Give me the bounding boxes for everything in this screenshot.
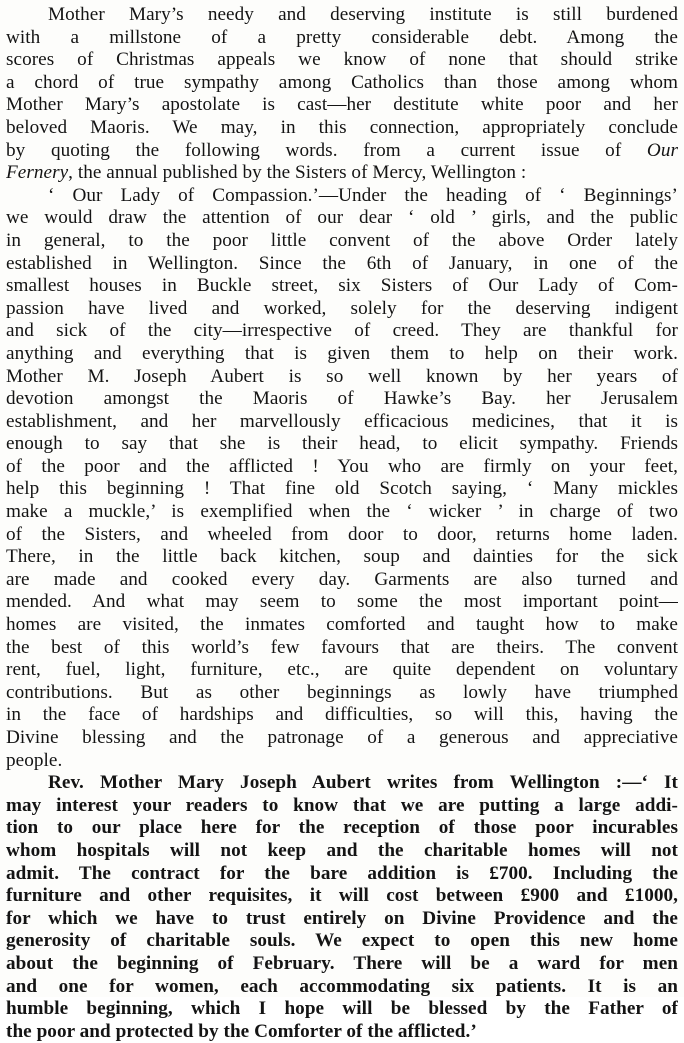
text-line: mended. And what may seem to some the most important point— — [6, 591, 678, 613]
text-line: of the Sisters, and wheeled from door to door, returns home laden. — [6, 523, 678, 545]
text-line: tion to our place here for the reception of those poor incurables — [6, 817, 678, 839]
text-line: established in Wellington. Since the 6th of January, in one of the — [6, 252, 678, 274]
text-line: generosity of charitable souls. We expect to open this new home — [6, 930, 678, 952]
paragraph-compassion — [6, 185, 678, 772]
text-line: and sick of the city—irrespective of creed. They are thankful for — [6, 320, 678, 342]
text-line: make a muckle,’ is exemplified when the ‘ wicker ’ in charge of two — [6, 501, 678, 523]
text-line: ‘ Our Lady of Compassion.’—Under the heading of ‘ Beginnings’ — [48, 184, 678, 206]
text-line: whom hospitals will not keep and the charitable homes will not — [6, 839, 678, 861]
text-line: people. — [6, 749, 63, 771]
text-line: a chord of true sympathy among Catholics than those among whom — [6, 71, 678, 93]
text-line: and one for women, each accommodating six patients. It is an — [6, 975, 678, 997]
text-line: passion have lived and worked, solely for the deserving indigent — [6, 297, 678, 319]
text-line: of the poor and the afflicted ! You who are firmly on your feet, — [6, 455, 678, 477]
text-line: There, in the little back kitchen, soup and dainties for the sick — [6, 546, 678, 568]
publication-title: Our — [646, 139, 678, 161]
publication-title: Fernery — [6, 162, 69, 184]
text-line: establishment, and her marvellously efficacious medicines, that it is — [6, 410, 678, 432]
text-line: Rev. Mother Mary Joseph Aubert writes from Wellington :—‘ It — [48, 772, 678, 794]
text-line: about the beginning of February. There will be a ward for men — [6, 952, 678, 974]
text-line: admit. The contract for the bare addition is £700. Including the — [6, 862, 678, 884]
text-line: rent, fuel, light, furniture, etc., are quite dependent on voluntary — [6, 659, 678, 681]
text-line: Mother Mary’s apostolate is cast—her destitute white poor and her — [6, 94, 678, 116]
text-line: help this beginning ! That fine old Scotch saying, ‘ Many mickles — [6, 478, 678, 500]
text-line: Mother Mary’s needy and deserving institute is still burdened — [48, 4, 678, 25]
text-line: homes are visited, the inmates comforted and taught how to make — [6, 614, 678, 636]
text-line: enough to say that she is their head, to elicit sympathy. Friends — [6, 433, 678, 455]
paragraph-intro — [6, 4, 678, 185]
text-line: furniture and other requisites, it will cost between £900 and £1000, — [6, 885, 678, 907]
text-line: Mother M. Joseph Aubert is so well known by her years of — [6, 365, 678, 387]
text-line: by quoting the following words. from a current issue of Our — [6, 139, 678, 161]
text-line: Fernery, the annual published by the Sisters of Mercy, Wellington : — [6, 162, 527, 184]
paragraph-letter — [6, 772, 678, 1043]
text-line: contributions. But as other beginnings as lowly have triumphed — [6, 681, 678, 703]
text-line: the poor and protected by the Comforter of the afflicted.’ — [6, 1020, 477, 1042]
text-line: the best of this world’s few favours that are theirs. The convent — [6, 636, 678, 658]
text-line: in the face of hardships and difficulties, so will this, having the — [6, 704, 678, 726]
text-line: Divine blessing and the patronage of a generous and appreciative — [6, 727, 678, 748]
text-line: beloved Maoris. We may, in this connection, appropriately conclude — [6, 116, 678, 138]
text-line: for which we have to trust entirely on Divine Providence and the — [6, 907, 678, 929]
text-line: devotion amongst the Maoris of Hawke’s Bay. her Jerusalem — [6, 388, 678, 410]
article-column — [6, 4, 678, 1043]
text-line: humble beginning, which I hope will be blessed by the Father of — [6, 998, 678, 1020]
text-line: anything and everything that is given them to help on their work. — [6, 342, 678, 364]
text-line: smallest houses in Buckle street, six Sisters of Our Lady of Com- — [6, 275, 678, 297]
text-line: scores of Christmas appeals we know of none that should strike — [6, 49, 678, 71]
text-line: are made and cooked every day. Garments are also turned and — [6, 568, 678, 590]
text-line: in general, to the poor little convent of the above Order lately — [6, 229, 678, 251]
text-line: may interest your readers to know that we are putting a large addi- — [6, 794, 678, 816]
text-line: with a millstone of a pretty considerable debt. Among the — [6, 26, 678, 48]
text-line: we would draw the attention of our dear ‘ old ’ girls, and the public — [6, 207, 678, 229]
